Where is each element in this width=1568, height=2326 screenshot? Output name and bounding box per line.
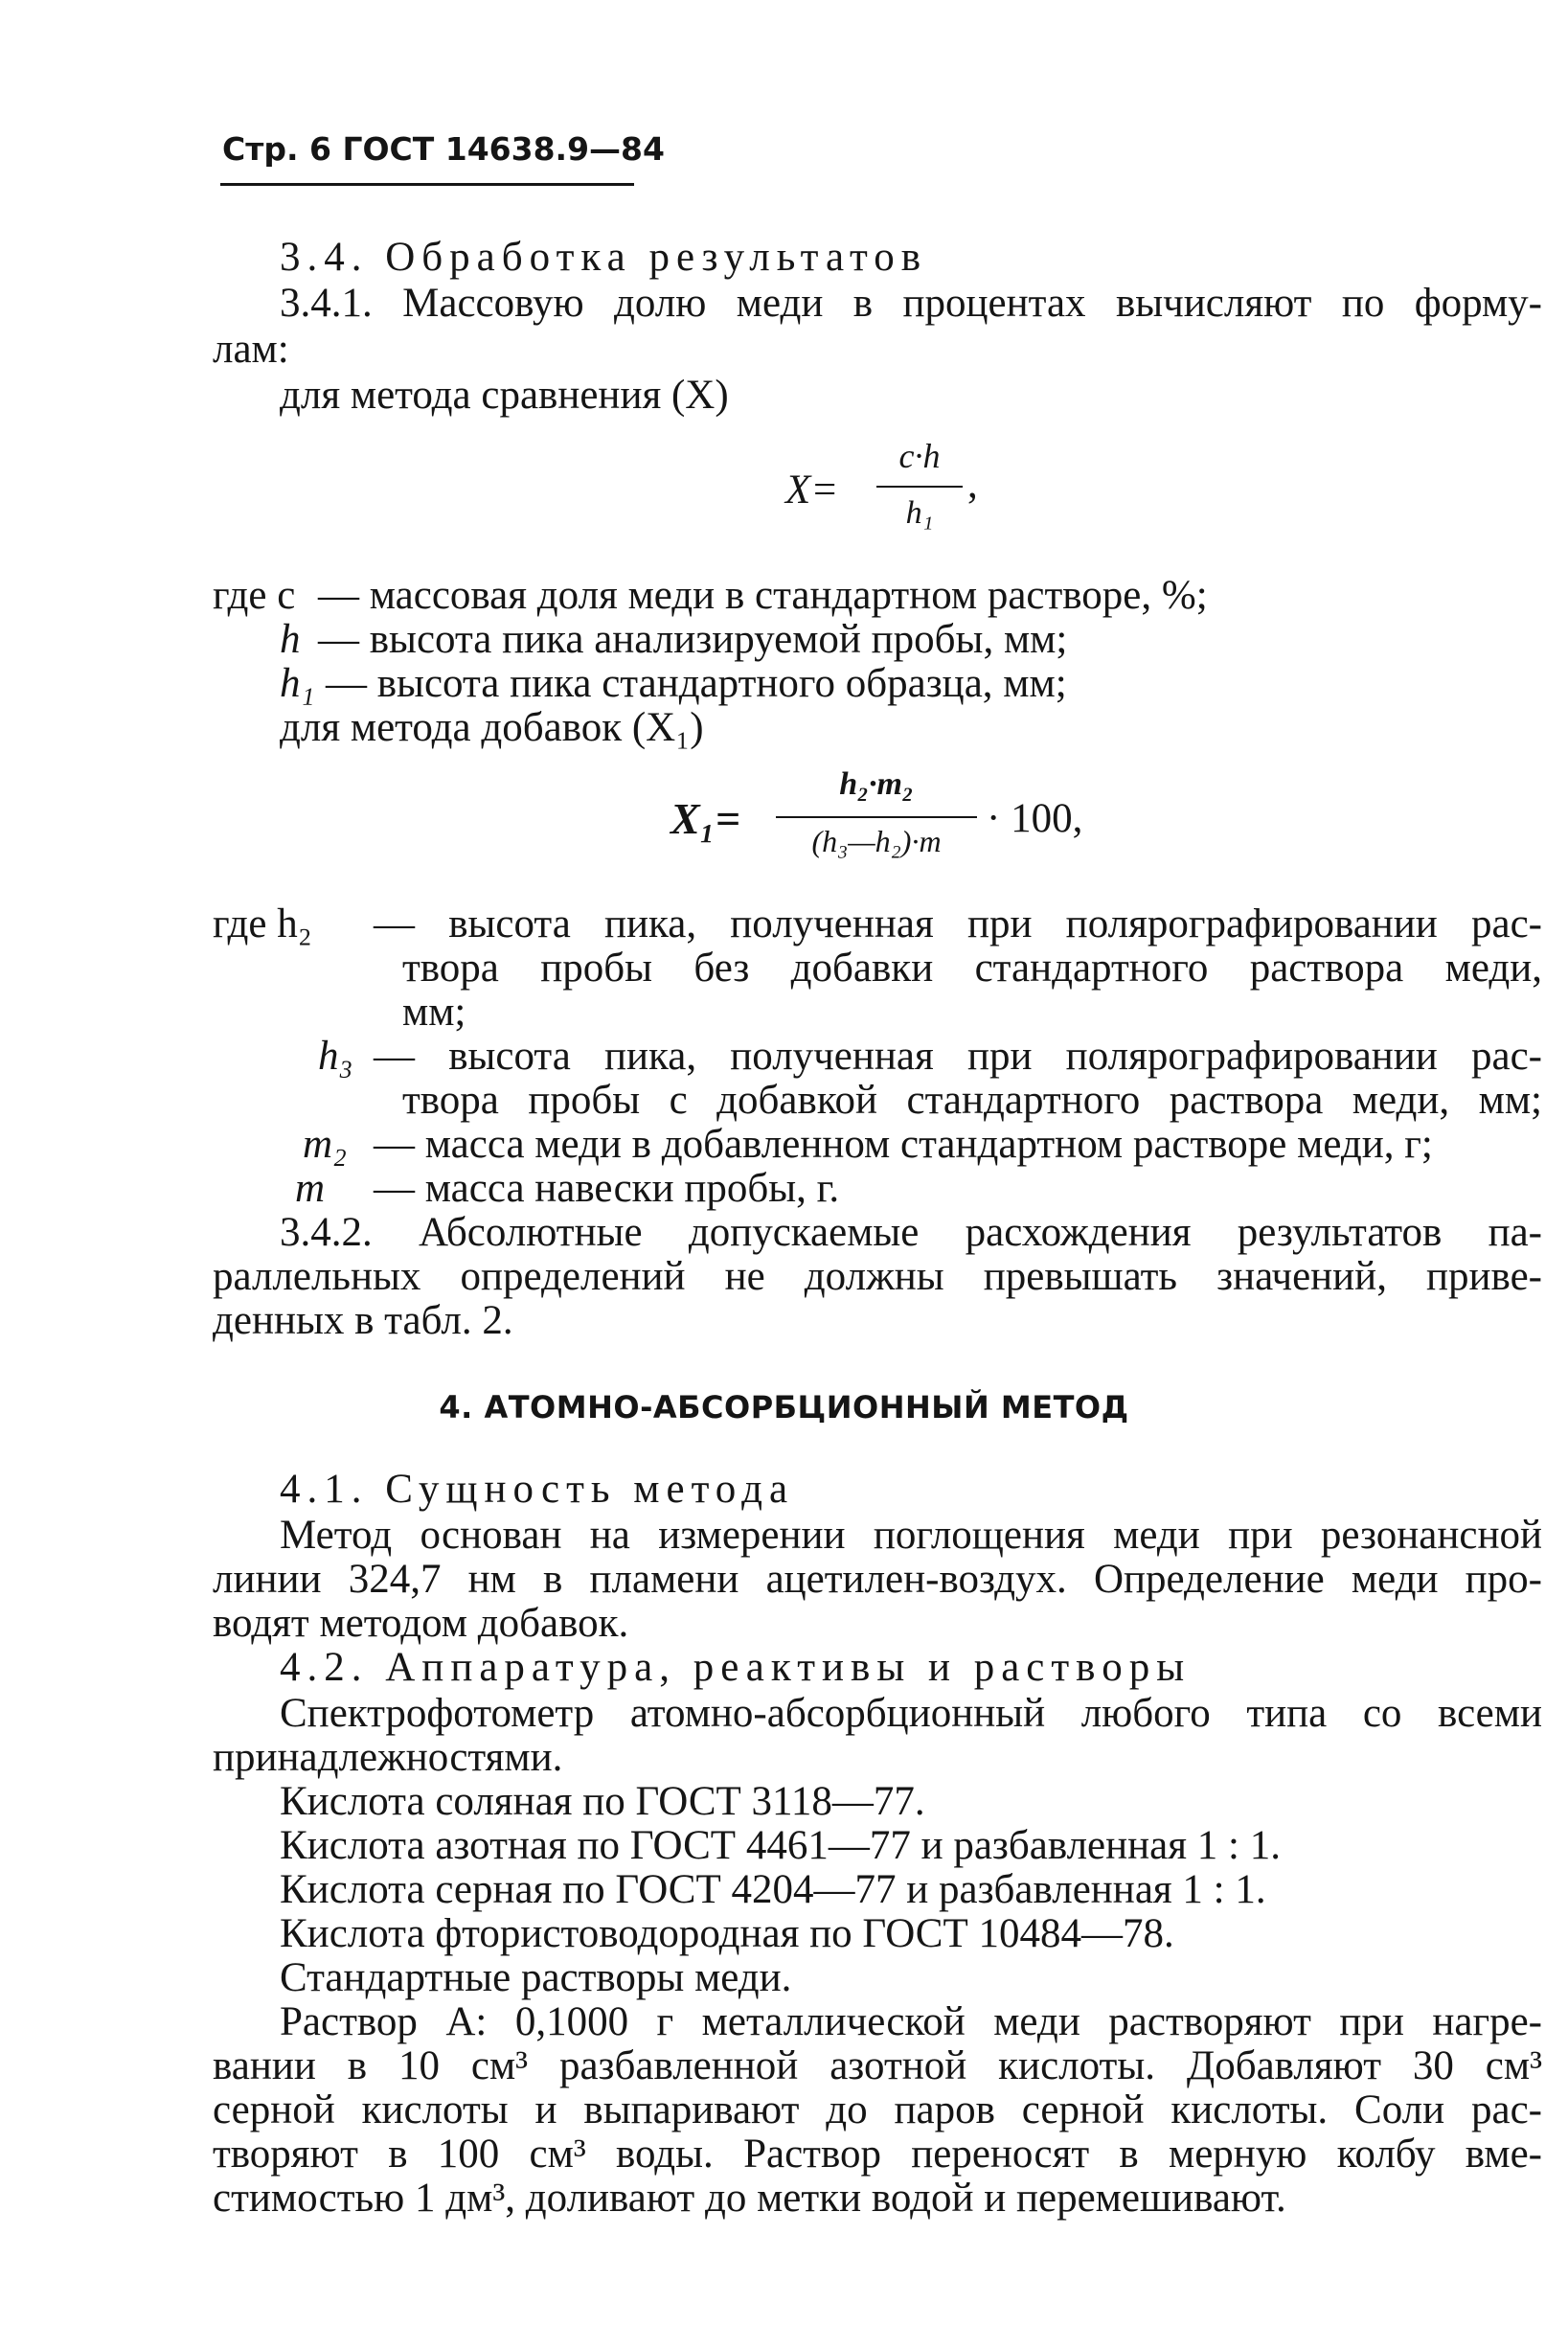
where-h3-text-line: — высота пика, полученная при полярографировании рас- <box>374 1034 1542 1079</box>
formula-x1-denominator: (h₃—h₂)·m <box>811 824 942 858</box>
formula-x-numerator: c·h <box>898 437 941 475</box>
where-h3-text-line: твора пробы с добавкой стандартного раствора меди, мм; <box>402 1078 1542 1123</box>
where-m2-text-line: — масса меди в добавленном стандартном растворе меди, г; <box>374 1122 1433 1167</box>
page-header: Стр. 6 ГОСТ 14638.9—84 <box>222 130 665 168</box>
where-m-symbol: m <box>295 1166 326 1211</box>
solution-a-line: серной кислоты и выпаривают до паров серной кислоты. Соли рас- <box>213 2087 1542 2132</box>
formula-x-fraction-bar <box>876 486 963 488</box>
formula-x <box>785 436 1015 551</box>
paragraph-4-1-line: линии 324,7 нм в пламени ацетилен-воздух. Определение меди про- <box>213 1557 1542 1602</box>
where-h2-text-line: твора пробы без добавки стандартного раствора меди, <box>402 946 1542 991</box>
paragraph-3-4-2-line: раллельных определений не должны превышать значений, приве- <box>213 1254 1542 1299</box>
solution-a-line: стимостью 1 дм³, доливают до метки водой и перемешивают. <box>213 2176 1286 2221</box>
paragraph-3-4-1-line: лам: <box>213 327 289 372</box>
where-m-text-line: — масса навески пробы, г. <box>374 1166 840 1211</box>
paragraph-3-4-1-line: 3.4.1. Массовую долю меди в процентах вычисляют по форму- <box>280 281 1542 326</box>
where-h1-text: — высота пика стандартного образца, мм; <box>326 661 1067 706</box>
formula-x1-numerator: h₂·m₂ <box>839 766 914 802</box>
reagent-line: Стандартные растворы меди. <box>280 1955 792 2000</box>
formula-x1-lhs: X₁= <box>670 794 740 843</box>
solution-a-line: Раствор А: 0,1000 г металлической меди растворяют при нагре- <box>280 1999 1542 2044</box>
header-rule <box>220 183 634 186</box>
where-h-text: — высота пика анализируемой пробы, мм; <box>318 617 1068 662</box>
formula-x-tail: , <box>967 462 978 507</box>
paragraph-4-2-line: Спектрофотометр атомно-абсорбционный любого типа со всеми <box>280 1691 1542 1736</box>
where-c-text: — массовая доля меди в стандартном растворе, %; <box>318 573 1208 618</box>
reagent-line: Кислота серная по ГОСТ 4204—77 и разбавленная 1 : 1. <box>280 1867 1266 1912</box>
formula-x1 <box>670 766 1092 881</box>
paragraph-4-1-line: водят методом добавок. <box>213 1601 629 1646</box>
method-compare-label: для метода сравнения (X) <box>280 373 729 418</box>
paragraph-4-1-line: Метод основан на измерении поглощения меди при резонансной <box>280 1513 1542 1558</box>
formula-x1-fraction-bar <box>776 816 977 818</box>
reagent-line: Кислота фтористоводородная по ГОСТ 10484—78. <box>280 1911 1174 1956</box>
solution-a-line: творяют в 100 см³ воды. Раствор переносят в мерную колбу вме- <box>213 2132 1542 2177</box>
formula-x1-tail: · 100, <box>987 796 1083 841</box>
section-4-1-title: 4.1. Сущность метода <box>280 1467 795 1512</box>
where-m2-symbol: m₂ <box>303 1122 348 1167</box>
paragraph-4-2-line: принадлежностями. <box>213 1735 563 1780</box>
formula-x-lhs: X= <box>785 467 839 513</box>
reagent-line: Кислота азотная по ГОСТ 4461—77 и разбавленная 1 : 1. <box>280 1823 1281 1868</box>
formula-x-denominator: h₁ <box>905 495 934 531</box>
section-4-heading: 4. АТОМНО-АБСОРБЦИОННЫЙ МЕТОД <box>439 1389 1129 1425</box>
where-h2-text-line: мм; <box>402 990 466 1035</box>
method-add-label: для метода добавок (X₁) <box>280 705 704 750</box>
section-3-4-title: 3.4. Обработка результатов <box>280 235 927 280</box>
where-h2-symbol: где h₂ <box>213 901 312 946</box>
paragraph-3-4-2-line: денных в табл. 2. <box>213 1298 513 1343</box>
solution-a-line: вании в 10 см³ разбавленной азотной кислоты. Добавляют 30 см³ <box>213 2043 1542 2088</box>
where-c-symbol: где c <box>213 573 296 618</box>
section-4-2-title: 4.2. Аппаратура, реактивы и растворы <box>280 1645 1192 1690</box>
reagent-line: Кислота соляная по ГОСТ 3118—77. <box>280 1779 925 1824</box>
where-h1-symbol: h₁ <box>280 661 315 706</box>
where-h-symbol: h <box>280 617 301 662</box>
where-h3-symbol: h₃ <box>318 1034 353 1079</box>
paragraph-3-4-2-line: 3.4.2. Абсолютные допускаемые расхождения результатов па- <box>280 1210 1542 1255</box>
where-h2-text-line: — высота пика, полученная при полярографировании рас- <box>374 901 1542 946</box>
